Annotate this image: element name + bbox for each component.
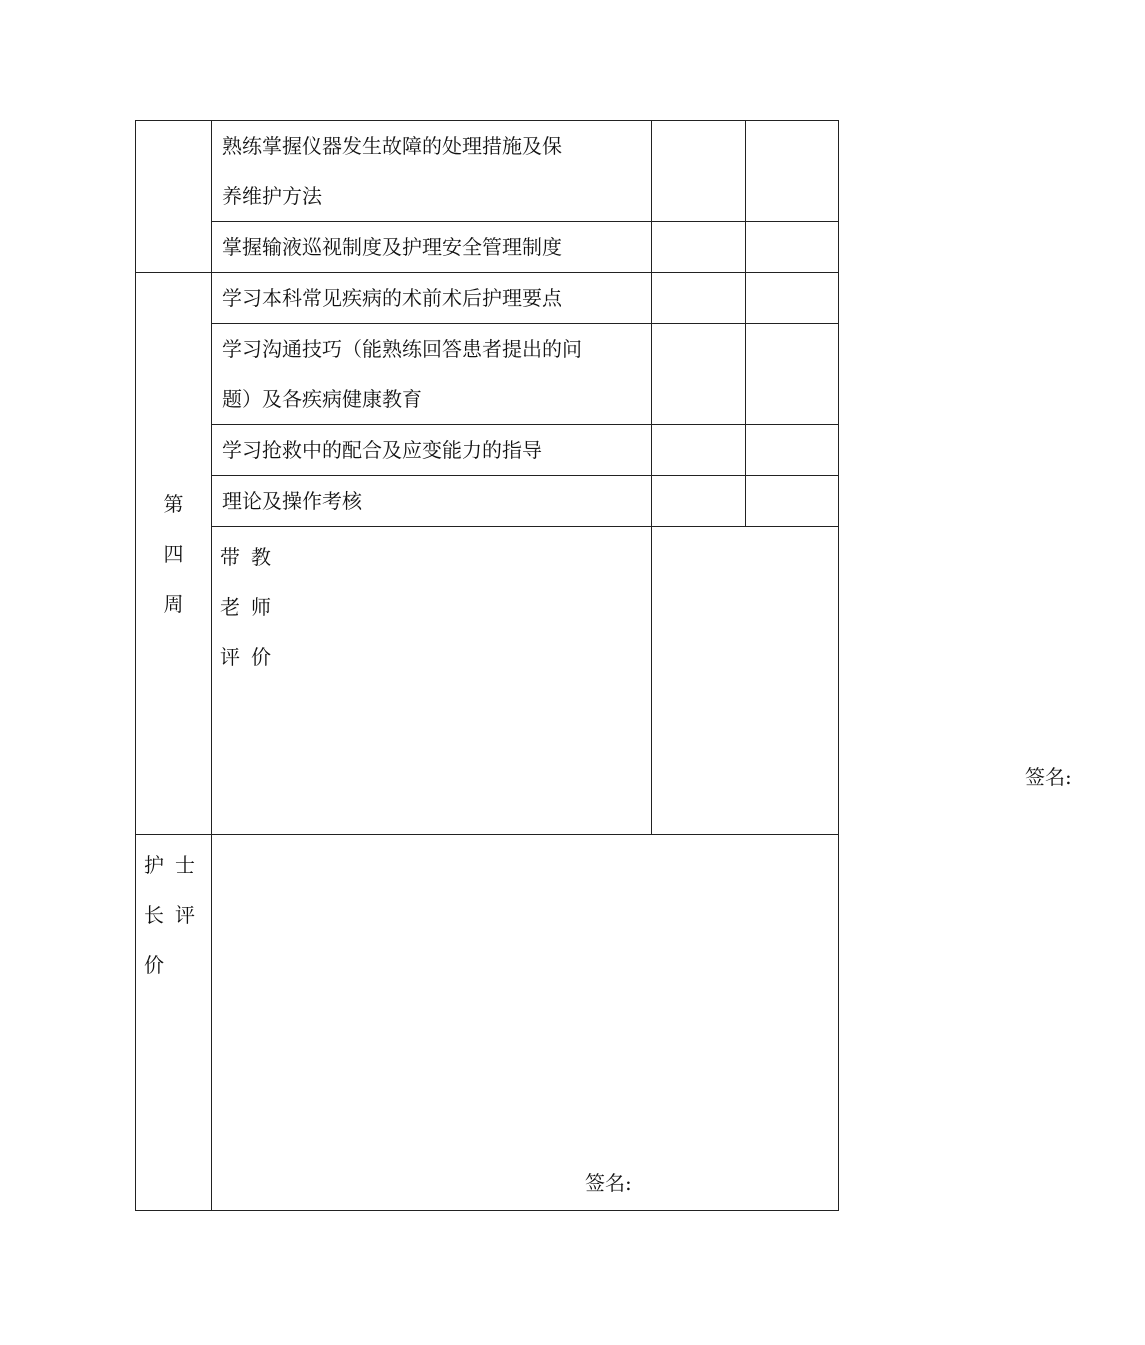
week-label-cell-prev [136,121,212,273]
training-item [212,222,652,273]
training-item-text: 掌握输液巡视制度及护理安全管理制度 [222,235,562,259]
check-cell[interactable] [652,476,746,527]
training-item [212,425,652,476]
table-row [136,222,839,273]
week-label-char: 周 [163,591,184,616]
label-char: 护 [144,853,164,877]
training-item-text: 学习沟通技巧（能熟练回答患者提出的问 [222,337,582,361]
training-item-text: 学习抢救中的配合及应变能力的指导 [222,438,542,462]
table-row [136,476,839,527]
label-char: 长 [144,903,164,927]
signature-label: 签名: [1025,765,1072,789]
check-cell[interactable] [746,324,839,425]
training-item [212,273,652,324]
training-item-text: 理论及操作考核 [222,489,362,513]
signature-label: 签名: [585,1171,632,1195]
table-row [136,527,839,835]
internship-evaluation-table [135,120,1072,1211]
check-cell[interactable] [746,222,839,273]
training-item-text: 题）及各疾病健康教育 [222,387,422,411]
week-4-label-cell [136,273,212,835]
training-item [212,324,652,425]
label-char: 老 [220,595,240,619]
table-row [136,273,839,324]
label-char: 带 [220,545,240,569]
check-cell[interactable] [652,273,746,324]
check-cell[interactable] [652,425,746,476]
teacher-eval-label [212,527,652,835]
label-char: 师 [251,595,271,619]
check-cell[interactable] [746,121,839,222]
table-row [136,425,839,476]
check-cell[interactable] [746,476,839,527]
label-char: 评 [175,903,195,927]
label-char: 价 [251,645,271,669]
week-label-char: 四 [163,541,184,566]
head-nurse-signature [585,1168,758,1198]
head-nurse-eval-comment-field[interactable] [212,835,839,1211]
head-nurse-eval-label [136,835,212,1211]
check-cell[interactable] [652,222,746,273]
teacher-eval-comment-field[interactable] [652,527,1072,835]
table-row [136,121,839,222]
table-row [136,324,839,425]
table-row [136,835,839,1211]
training-item [212,476,652,527]
week-label-char: 第 [163,491,184,516]
label-char: 价 [144,953,164,977]
label-char: 教 [251,545,271,569]
check-cell[interactable] [746,273,839,324]
training-item [212,121,652,222]
training-item-text: 养维护方法 [222,184,322,208]
label-char: 评 [220,645,240,669]
check-cell[interactable] [746,425,839,476]
training-item-text: 学习本科常见疾病的术前术后护理要点 [222,286,562,310]
label-char: 士 [175,853,195,877]
training-item-text: 熟练掌握仪器发生故障的处理措施及保 [222,134,562,158]
check-cell[interactable] [652,324,746,425]
teacher-signature [1025,762,1145,822]
check-cell[interactable] [652,121,746,222]
